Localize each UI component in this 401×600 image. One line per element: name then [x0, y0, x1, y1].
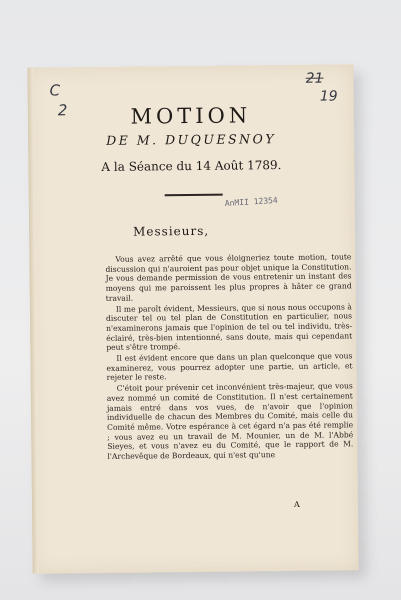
- paragraph: Il me paroît évident, Messieurs, que si nous nous occupons à discuter tel ou tel plan de Constitution en particulier, nous n'examinerons jamais que l'opinion de tel ou tel individu, très-éclairé, très-bien intentionné, sans doute, mais qui cependant peut s'être trompé.: [105, 301, 353, 353]
- paragraph: Vous avez arrêté que vous éloigneriez toute motion, toute discussion qui n'auroient pas pour objet unique la Constitution. Je vous demande permission de vous entretenir un instant des moyens qui me paroissent les plus propres à hâter ce grand travail.: [105, 252, 352, 303]
- stamp-reference: AnMII 12354: [224, 195, 278, 209]
- handwritten-note: C: [49, 81, 61, 100]
- document-page: [27, 64, 358, 573]
- document-body: [105, 252, 353, 461]
- salutation: Messieurs,: [133, 223, 210, 239]
- title-divider: [165, 194, 223, 197]
- handwritten-note: 19: [319, 88, 338, 105]
- paragraph: Il est évident encore que dans un plan quelconque que vous examinerez, vous pourrez adopter une partie, un article, et rejeter le reste.: [106, 351, 353, 383]
- document-author: DE M. DUQUESNOY: [106, 131, 277, 148]
- handwritten-note: 2: [57, 101, 68, 120]
- document-title: MOTION: [130, 103, 252, 129]
- paragraph: C'étoit pour prévenir cet inconvénient très-majeur, que vous avez nommé un comité de Constitution. Il n'est certainement jamais entré dans vos vues, de n'avoir que l'opinion individuelle de chacun des Membres du Comité, mais celle du Comité même. Votre espérance à cet égard n'a pas été remplie ; vous avez eu un travail de M. Mounier, un de M. l'Abbé Sieyes, et vous n'avez eu du Comité, que le rapport de M. l'Archevêque de Bordeaux, qui n'est qu'une: [106, 381, 354, 461]
- handwritten-note: 21: [305, 70, 324, 87]
- session-date: A la Séance du 14 Août 1789.: [101, 158, 282, 174]
- signature-mark: A: [293, 499, 300, 509]
